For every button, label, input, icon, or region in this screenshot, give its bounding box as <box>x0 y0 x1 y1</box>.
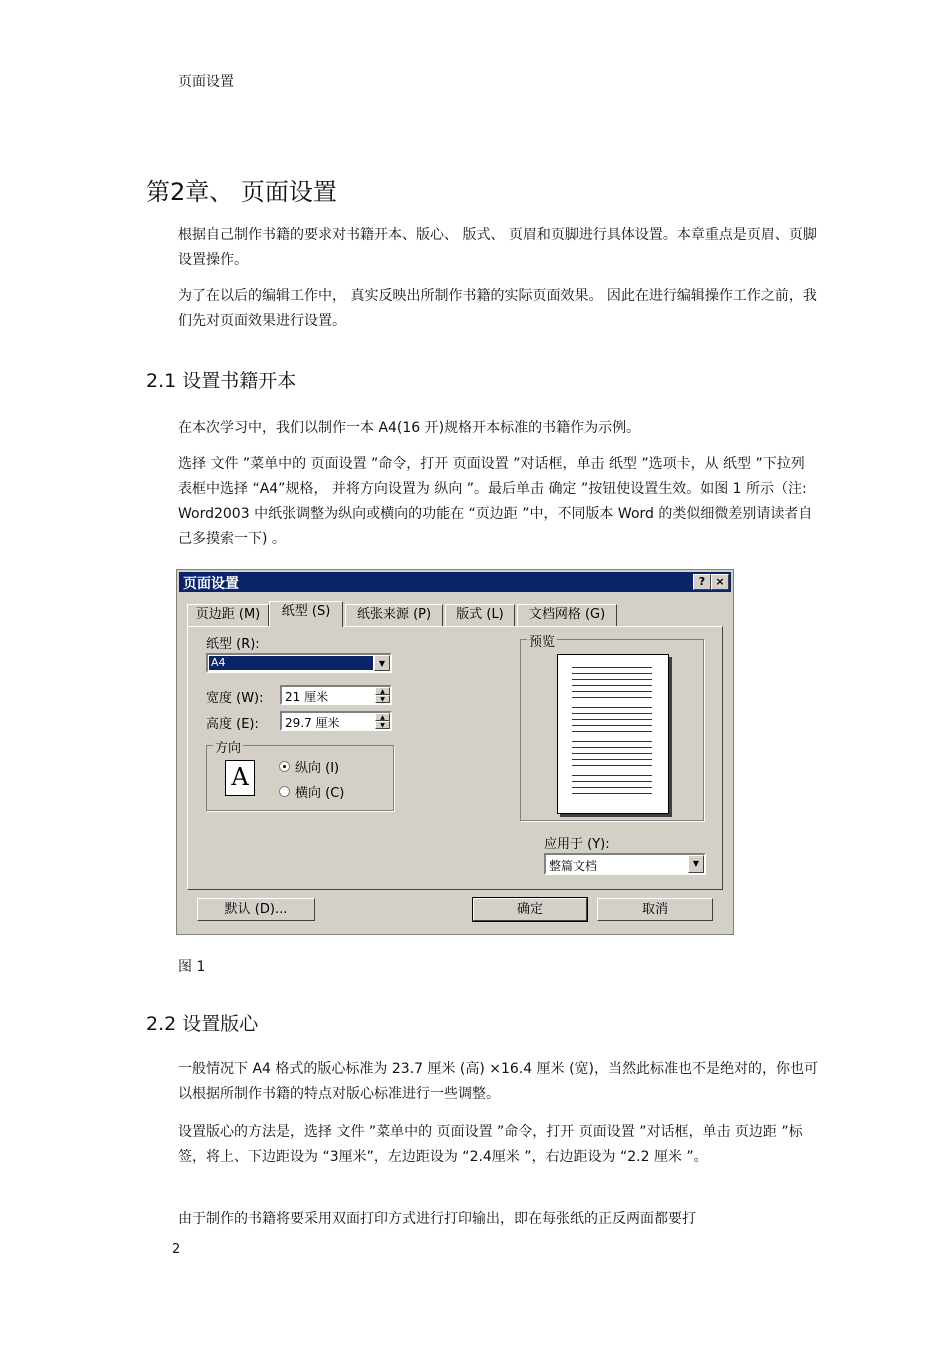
orientation-group <box>206 741 394 811</box>
portrait-radio[interactable] <box>279 761 290 772</box>
apply-to-label: 应用于 (Y): <box>544 837 610 852</box>
preview-page <box>557 654 669 814</box>
section-heading-2-2: 2.2 设置版心 <box>146 1013 259 1035</box>
paper-size-dropdown[interactable] <box>206 653 392 673</box>
page-setup-dialog-figure <box>176 569 734 935</box>
paper-size-value: A4 <box>209 656 373 670</box>
chevron-down-icon[interactable]: ▼ <box>688 855 704 873</box>
chapter-title: 第2章、 页面设置 <box>146 178 337 206</box>
dialog-title-bar <box>179 572 731 592</box>
tab-paper-size[interactable]: 纸型 (S) <box>269 601 343 627</box>
tab-document-grid[interactable]: 文档网格 (G) <box>517 604 617 626</box>
section-heading-2-1: 2.1 设置书籍开本 <box>146 370 297 392</box>
spin-up-icon[interactable]: ▲ <box>375 713 390 721</box>
section-2-2-paragraph-3: 由于制作的书籍将要采用双面打印方式进行打印输出，即在每张纸的正反两面都要打 <box>178 1211 696 1227</box>
landscape-radio[interactable] <box>279 786 290 797</box>
dialog-title: 页面设置 <box>183 576 239 592</box>
page-number: 2 <box>172 1242 181 1257</box>
height-label: 高度 (E): <box>206 717 259 732</box>
width-value: 21 厘米 <box>285 690 329 704</box>
default-button[interactable]: 默认 (D)... <box>197 898 315 921</box>
preview-label: 预览 <box>527 631 557 650</box>
section-2-2-paragraph-2: 设置版心的方法是，选择 文件 ”菜单中的 页面设置 ”命令，打开 页面设置 ”对话框，单击 页边距 ”标签，将上、下边距设为 “3厘米”，左边距设为 “2.4厘米 ”，右边距设为 “2.2 厘米 ”。 <box>178 1124 803 1165</box>
tab-paper-source[interactable]: 纸张来源 (P) <box>345 604 443 626</box>
spin-down-icon[interactable]: ▼ <box>375 695 390 703</box>
orientation-preview-icon: A <box>225 760 255 796</box>
spin-down-icon[interactable]: ▼ <box>375 721 390 729</box>
height-field[interactable] <box>280 711 392 731</box>
section-2-1-paragraph-1: 在本次学习中，我们以制作一本 A4(16 开)规格开本标准的书籍作为示例。 <box>178 420 641 436</box>
width-label: 宽度 (W): <box>206 691 264 706</box>
tab-layout[interactable]: 版式 (L) <box>445 604 515 626</box>
section-2-1-paragraph-2: 选择 文件 ”菜单中的 页面设置 ”命令，打开 页面设置 ”对话框，单击 纸型 ”选项卡，从 纸型 ”下拉列表框中选择 “A4”规格， 并将方向设置为 纵向 ”。最后单击 确定 ”按钮使设置生效。如图 1 所示（注: Word2003 中纸张调整为纵向或横向的功能在 “页边距 ”中，不同版本 Word 的类似细微差别请读者自己多摸索一下) 。 <box>178 456 813 547</box>
help-button[interactable]: ? <box>693 574 711 590</box>
spin-up-icon[interactable]: ▲ <box>375 687 390 695</box>
cancel-button[interactable]: 取消 <box>597 898 713 921</box>
preview-group <box>520 635 704 821</box>
tab-margins[interactable]: 页边距 (M) <box>187 604 269 626</box>
apply-to-value: 整篇文档 <box>549 859 598 873</box>
ok-button[interactable]: 确定 <box>473 898 587 921</box>
orientation-label: 方向 <box>213 737 243 756</box>
paper-size-label: 纸型 (R): <box>206 637 260 652</box>
landscape-label[interactable]: 横向 (C) <box>295 786 345 801</box>
running-header: 页面设置 <box>178 74 234 90</box>
width-field[interactable] <box>280 685 392 705</box>
section-2-2-paragraph-1: 一般情况下 A4 格式的版心标准为 23.7 厘米 (高) ×16.4 厘米 (宽)，当然此标准也不是绝对的，你也可以根据所制作书籍的特点对版心标准进行一些调整。 <box>178 1061 819 1102</box>
portrait-label[interactable]: 纵向 (I) <box>295 761 340 776</box>
intro-paragraph-1: 根据自己制作书籍的要求对书籍开本、版心、 版式、 页眉和页脚进行具体设置。本章重点是页眉、页脚设置操作。 <box>178 227 817 268</box>
figure-caption: 图 1 <box>178 959 206 975</box>
chevron-down-icon[interactable]: ▼ <box>374 655 390 671</box>
height-value: 29.7 厘米 <box>285 716 340 730</box>
intro-paragraph-2: 为了在以后的编辑工作中， 真实反映出所制作书籍的实际页面效果。 因此在进行编辑操作工作之前，我们先对页面效果进行设置。 <box>178 288 817 329</box>
close-button[interactable]: × <box>711 574 729 590</box>
tab-panel <box>187 626 723 890</box>
apply-to-dropdown[interactable] <box>544 853 706 875</box>
